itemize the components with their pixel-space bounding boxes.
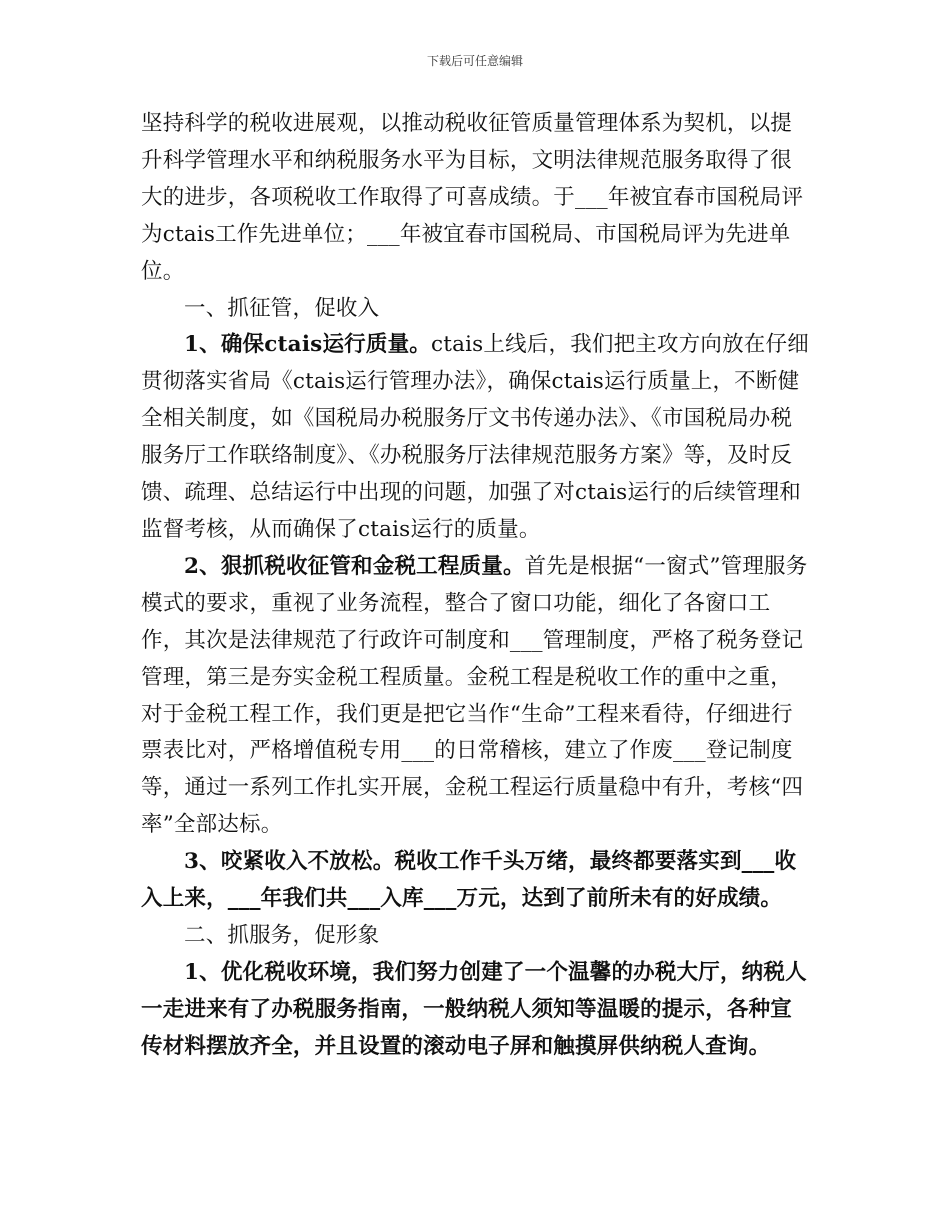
section-heading-1: 一、抓征管，促收入 xyxy=(184,295,380,321)
paragraph-4: 1、优化税收环境，我们努力创建了一个温馨的办税大厅，纳税人一走进来有了办税服务指南，一般纳税人须知等温暖的提示，各种宣传材料摆放齐全，并且设置的滚动电子屏和触摸屏供纳税人查询。 xyxy=(141,959,807,1059)
document-body xyxy=(141,106,813,1066)
paragraph-1-lead: 1、确保ctais运行质量。 xyxy=(184,332,431,358)
paragraph-2-lead: 2、狠抓税收征管和金税工程质量。 xyxy=(184,553,525,579)
paragraph-1 xyxy=(141,327,813,548)
paragraph-3: 3、咬紧收入不放松。税收工作千头万绪，最终都要落实到___收入上来，___年我们共___入库___万元，达到了前所未有的好成绩。 xyxy=(141,849,797,912)
page-header: 下载后可任意编辑 xyxy=(426,54,523,68)
section-heading-2: 二、抓服务，促形象 xyxy=(184,922,380,948)
paragraph-2-body: 首先是根据“一窗式”管理服务模式的要求，重视了业务流程，整合了窗口功能，细化了各窗口工作，其次是法律规范了行政许可制度和___管理制度，严格了税务登记管理，第三是夯实金税工程质量。金税工程是税收工作的重中之重，对于金税工程工作，我们更是把它当作“生命”工程来看待，仔细进行票表比对，严格增值税专用___的日常稽核，建立了作废___登记制度等，通过一系列工作扎实开展，金税工程运行质量稳中有升，考核“四率”全部达标。 xyxy=(141,553,808,838)
intro-paragraph: 坚持科学的税收进展观，以推动税收征管质量管理体系为契机，以提升科学管理水平和纳税服务水平为目标，文明法律规范服务取得了很大的进步，各项税收工作取得了可喜成绩。于___年被宜春市国税局评为ctais工作先进单位；___年被宜春市国税局、市国税局评为先进单位。 xyxy=(141,111,804,284)
paragraph-1-body: ctais上线后，我们把主攻方向放在仔细贯彻落实省局《ctais运行管理办法》，确保ctais运行质量上，不断健全相关制度，如《国税局办税服务厅文书传递办法》、《市国税局办税服务厅工作联络制度》、《办税服务厅法律规范服务方案》等，及时反馈、疏理、总结运行中出现的问题，加强了对ctais运行的后续管理和监督考核，从而确保了ctais运行的质量。 xyxy=(141,332,809,542)
paragraph-2 xyxy=(141,549,813,844)
